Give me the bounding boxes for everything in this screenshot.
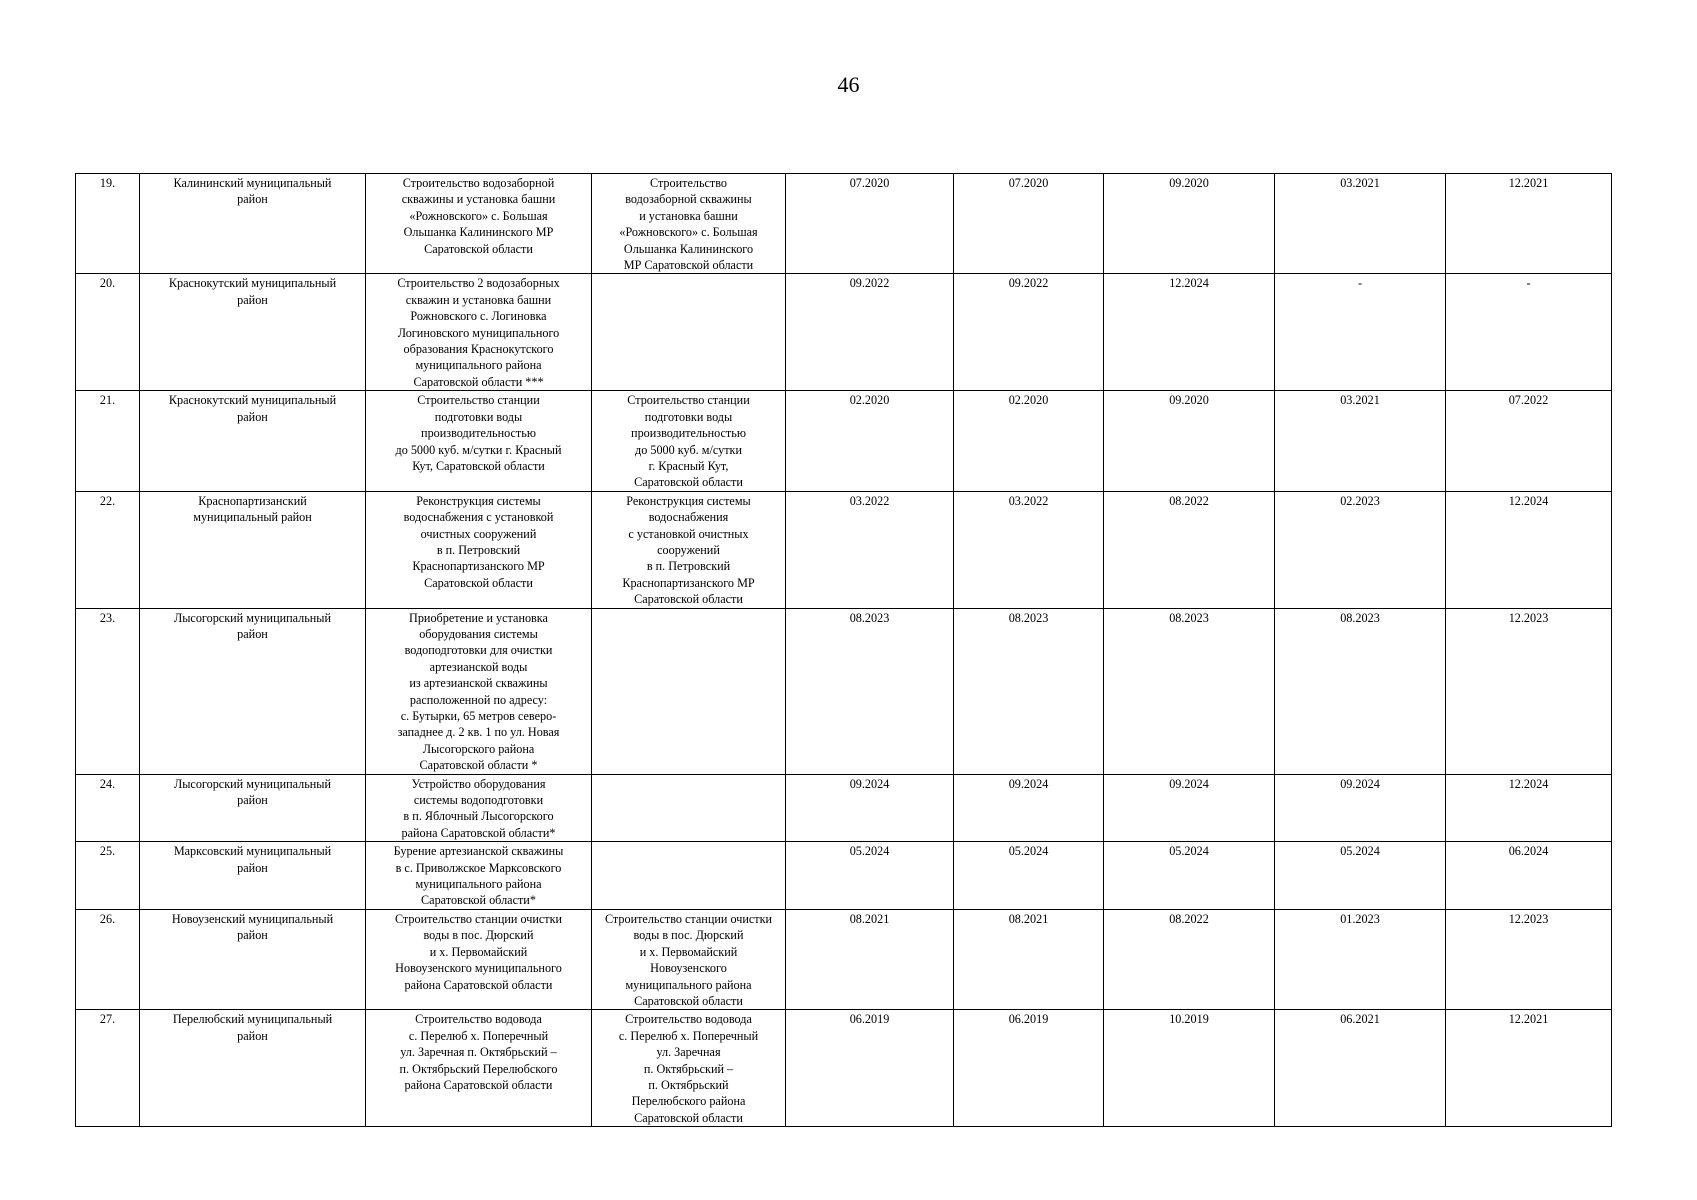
date-cell-4: 02.2023 [1275, 491, 1446, 608]
cell-text-line: воды в пос. Дюрский [633, 928, 744, 943]
cell-text-line: оборудования системы [419, 626, 538, 641]
cell-text-line: Строительство станции очистки [394, 911, 563, 926]
cell-text-line: производительностью [421, 426, 536, 441]
cell-text-line: п. Октябрьский Перелюбского [399, 1061, 558, 1076]
date-cell-5: 12.2023 [1446, 909, 1612, 1009]
project-name-cell [592, 842, 786, 910]
object-name-cell [366, 174, 592, 274]
cell-text-line: Саратовской области [424, 241, 533, 256]
project-name-cell [592, 391, 786, 491]
object-name-cell [366, 909, 592, 1009]
cell-text-line: Строительство станции [417, 393, 540, 408]
cell-text-line: района Саратовской области [404, 1077, 553, 1092]
date-cell-4: - [1275, 274, 1446, 391]
date-cell-3: 08.2022 [1104, 909, 1275, 1009]
cell-text-line: в п. Яблочный Лысогорского [403, 809, 554, 824]
date-cell-3: 08.2022 [1104, 491, 1275, 608]
table-row [76, 608, 1612, 774]
date-cell-1: 06.2019 [786, 1010, 954, 1127]
cell-text-line: ул. Заречная п. Октябрьский – [400, 1045, 557, 1060]
district-cell [140, 842, 366, 910]
cell-text-line: с. Бутырки, 65 метров северо- [400, 709, 557, 723]
date-cell-2: 06.2019 [954, 1010, 1104, 1127]
row-number-cell: 26. [76, 909, 140, 1009]
date-cell-4: 03.2021 [1275, 174, 1446, 274]
cell-text-line: воды в пос. Дюрский [423, 928, 534, 943]
date-cell-3: 09.2020 [1104, 174, 1275, 274]
table-row [76, 491, 1612, 608]
cell-text-line: Саратовской области *** [413, 374, 544, 389]
cell-text-line: п. Октябрьский [648, 1077, 729, 1092]
date-cell-1: 05.2024 [786, 842, 954, 910]
date-cell-1: 07.2020 [786, 174, 954, 274]
date-cell-5: 12.2023 [1446, 608, 1612, 774]
cell-text-line: Ольшанка Калининского МР [403, 225, 554, 240]
cell-text-line: район [237, 626, 268, 641]
cell-text-line: скважин и установка башни [405, 292, 552, 307]
cell-text-line: Строительство станции [627, 393, 750, 408]
project-name-cell [592, 774, 786, 842]
cell-text-line: Краснокутский муниципальный [168, 276, 337, 291]
cell-text-line: Строительство 2 водозаборных [397, 276, 560, 291]
date-cell-3: 05.2024 [1104, 842, 1275, 910]
cell-text-line: ул. Заречная [656, 1045, 721, 1060]
project-name-cell [592, 909, 786, 1009]
cell-text-line: Бурение артезианской скважины [393, 844, 564, 859]
project-name-cell [592, 608, 786, 774]
date-cell-2: 07.2020 [954, 174, 1104, 274]
date-cell-1: 09.2022 [786, 274, 954, 391]
cell-text-line: Реконструкция системы [416, 493, 541, 508]
date-cell-2: 08.2021 [954, 909, 1104, 1009]
cell-text-line: подготовки воды [434, 409, 523, 424]
cell-text-line: г. Красный Кут, [648, 458, 729, 473]
cell-text-line: и х. Первомайский [429, 944, 528, 959]
cell-text-line: Саратовской области* [421, 893, 536, 908]
page-number: 46 [837, 72, 860, 97]
cell-text-line: Краснокутский муниципальный [168, 393, 337, 408]
cell-text-line: подготовки воды [644, 409, 733, 424]
cell-text-line: муниципального района [415, 877, 542, 892]
date-cell-1: 08.2023 [786, 608, 954, 774]
cell-text-line: Краснопартизанский [198, 493, 307, 508]
cell-text-line: района Саратовской области [404, 977, 553, 992]
cell-text-line: Марксовский муниципальный [173, 844, 332, 859]
project-name-cell [592, 174, 786, 274]
district-cell [140, 174, 366, 274]
date-cell-3: 09.2024 [1104, 774, 1275, 842]
object-name-cell [366, 1010, 592, 1127]
cell-text-line: район [237, 1028, 268, 1043]
date-cell-2: 05.2024 [954, 842, 1104, 910]
cell-text-line: Лысогорского района [422, 741, 535, 756]
cell-text-line: водозаборной скважины [625, 192, 752, 207]
cell-text-line: Рожновского с. Логиновка [410, 309, 547, 324]
district-cell [140, 491, 366, 608]
cell-text-line: Калининский муниципальный [173, 176, 332, 190]
district-cell [140, 608, 366, 774]
project-name-cell [592, 1010, 786, 1127]
cell-text-line: район [237, 292, 268, 307]
cell-text-line: Строительство станции очистки [604, 911, 773, 926]
cell-text-line: Саратовской области * [419, 758, 538, 773]
date-cell-4: 05.2024 [1275, 842, 1446, 910]
row-number-cell: 23. [76, 608, 140, 774]
cell-text-line: сооружений [657, 542, 720, 557]
date-cell-3: 09.2020 [1104, 391, 1275, 491]
date-cell-1: 02.2020 [786, 391, 954, 491]
row-number-cell: 25. [76, 842, 140, 910]
cell-text-line: водоснабжения [648, 510, 729, 525]
cell-text-line: «Рожновского» с. Большая [409, 208, 548, 223]
date-cell-4: 06.2021 [1275, 1010, 1446, 1127]
date-cell-5: 12.2024 [1446, 491, 1612, 608]
cell-text-line: район [237, 409, 268, 424]
project-name-cell [592, 274, 786, 391]
cell-text-line: район [237, 928, 268, 943]
cell-text-line: район [237, 192, 268, 207]
row-number-cell: 21. [76, 391, 140, 491]
table-body [76, 174, 1612, 1127]
cell-text-line: до 5000 куб. м/сутки [635, 442, 742, 457]
table-row [76, 274, 1612, 391]
date-cell-2: 09.2024 [954, 774, 1104, 842]
cell-text-line: Перелюбского района [631, 1094, 746, 1109]
cell-text-line: Строительство водозаборной [402, 176, 555, 190]
cell-text-line: до 5000 куб. м/сутки г. Красный [395, 442, 562, 457]
table-row [76, 1010, 1612, 1127]
cell-text-line: п. Октябрьский – [643, 1061, 734, 1076]
date-cell-1: 03.2022 [786, 491, 954, 608]
cell-text-line: Саратовской области [634, 1110, 743, 1125]
date-cell-3: 08.2023 [1104, 608, 1275, 774]
date-cell-3: 10.2019 [1104, 1010, 1275, 1127]
cell-text-line: скважины и установка башни [401, 192, 556, 207]
table-row [76, 174, 1612, 274]
cell-text-line: Новоузенский муниципальный [171, 911, 334, 926]
object-name-cell [366, 491, 592, 608]
district-cell [140, 1010, 366, 1127]
date-cell-2: 08.2023 [954, 608, 1104, 774]
table-row [76, 842, 1612, 910]
date-cell-4: 09.2024 [1275, 774, 1446, 842]
cell-text-line: района Саратовской области* [401, 825, 556, 840]
object-name-cell [366, 274, 592, 391]
date-cell-5: 07.2022 [1446, 391, 1612, 491]
row-number-cell: 20. [76, 274, 140, 391]
date-cell-5: 12.2021 [1446, 174, 1612, 274]
cell-text-line: Приобретение и установка [409, 610, 548, 625]
table-row [76, 774, 1612, 842]
cell-text-line: и х. Первомайский [639, 944, 738, 959]
district-cell [140, 909, 366, 1009]
cell-text-line: водоснабжения с установкой [403, 510, 554, 525]
cell-text-line: Перелюбский муниципальный [172, 1012, 333, 1027]
district-cell [140, 391, 366, 491]
cell-text-line: Кут, Саратовской области [412, 458, 545, 473]
district-cell [140, 274, 366, 391]
table-row [76, 391, 1612, 491]
program-table [75, 173, 1612, 1127]
object-name-cell [366, 842, 592, 910]
cell-text-line: в п. Петровский [646, 559, 731, 574]
date-cell-4: 08.2023 [1275, 608, 1446, 774]
cell-text-line: район [237, 793, 268, 808]
date-cell-5: 12.2024 [1446, 774, 1612, 842]
date-cell-1: 09.2024 [786, 774, 954, 842]
cell-text-line: расположенной по адресу: [409, 692, 548, 707]
row-number-cell: 22. [76, 491, 140, 608]
cell-text-line: из артезианской скважины [409, 676, 548, 691]
cell-text-line: с. Перелюб х. Поперечный [618, 1028, 759, 1043]
cell-text-line: артезианской воды [429, 659, 528, 674]
cell-text-line: очистных сооружений [420, 526, 537, 541]
object-name-cell [366, 608, 592, 774]
object-name-cell [366, 774, 592, 842]
cell-text-line: Саратовской области [424, 575, 533, 590]
cell-text-line: Лысогорский муниципальный [173, 610, 332, 625]
cell-text-line: Краснопартизанского МР [412, 559, 545, 574]
cell-text-line: Строительство [649, 176, 728, 190]
cell-text-line: муниципального района [625, 977, 752, 992]
cell-text-line: системы водоподготовки [413, 793, 544, 808]
date-cell-4: 03.2021 [1275, 391, 1446, 491]
cell-text-line: Лысогорский муниципальный [173, 776, 332, 791]
row-number-cell: 24. [76, 774, 140, 842]
date-cell-2: 09.2022 [954, 274, 1104, 391]
cell-text-line: Краснопартизанского МР [622, 575, 755, 590]
date-cell-2: 03.2022 [954, 491, 1104, 608]
cell-text-line: с установкой очистных [628, 526, 749, 541]
cell-text-line: Реконструкция системы [626, 493, 751, 508]
row-number-cell: 27. [76, 1010, 140, 1127]
cell-text-line: Саратовской области [634, 592, 743, 607]
cell-text-line: производительностью [631, 426, 746, 441]
date-cell-4: 01.2023 [1275, 909, 1446, 1009]
cell-text-line: Устройство оборудования [411, 776, 546, 791]
cell-text-line: в п. Петровский [436, 542, 521, 557]
cell-text-line: Новоузенского муниципального [395, 961, 562, 976]
date-cell-1: 08.2021 [786, 909, 954, 1009]
row-number-cell: 19. [76, 174, 140, 274]
cell-text-line: муниципальный район [193, 510, 312, 525]
cell-text-line: муниципального района [415, 358, 542, 373]
date-cell-2: 02.2020 [954, 391, 1104, 491]
project-name-cell [592, 491, 786, 608]
cell-text-line: Строительство водовода [415, 1012, 542, 1027]
cell-text-line: образования Краснокутского [403, 342, 554, 357]
table-row [76, 909, 1612, 1009]
district-cell [140, 774, 366, 842]
cell-text-line: Саратовской области [634, 993, 743, 1008]
date-cell-5: 12.2021 [1446, 1010, 1612, 1127]
date-cell-5: 06.2024 [1446, 842, 1612, 910]
cell-text-line: Ольшанка Калининского [623, 241, 754, 256]
cell-text-line: Саратовской области [634, 475, 743, 490]
cell-text-line: водоподготовки для очистки [404, 643, 553, 658]
cell-text-line: в с. Приволжское Марксовского [395, 860, 562, 875]
cell-text-line: Строительство водовода [625, 1012, 752, 1027]
cell-text-line: и установка башни [639, 208, 738, 223]
cell-text-line: МР Саратовской области [623, 258, 754, 273]
cell-text-line: западнее д. 2 кв. 1 по ул. Новая [397, 725, 560, 740]
date-cell-3: 12.2024 [1104, 274, 1275, 391]
date-cell-5: - [1446, 274, 1612, 391]
cell-text-line: «Рожновского» с. Большая [619, 225, 758, 240]
cell-text-line: Новоузенского [650, 961, 727, 976]
cell-text-line: Логиновского муниципального [397, 325, 560, 340]
cell-text-line: район [237, 860, 268, 875]
object-name-cell [366, 391, 592, 491]
cell-text-line: с. Перелюб х. Поперечный [408, 1028, 549, 1043]
